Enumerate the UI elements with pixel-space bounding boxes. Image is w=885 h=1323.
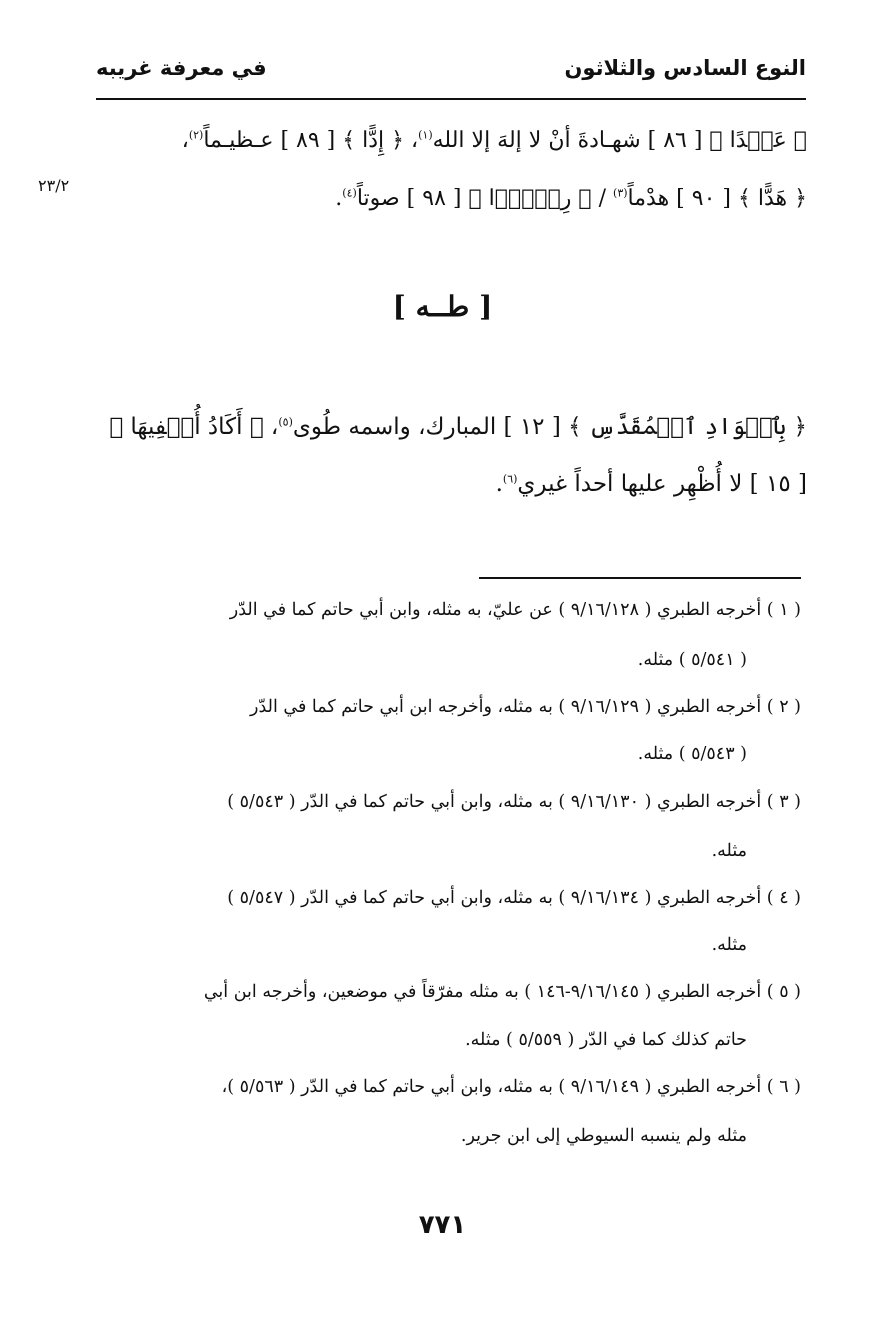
footnote-1-continued: ( ٥/٥٤١ ) مثله. [637,650,747,670]
body-line-2 [496,471,807,497]
footnote-5: ( ٥ ) أخرجه الطبري ( ٩/١٦/١٤٥-١٤٦ ) به مثله مفرّقاً في موضعين، وأخرجه ابن أبي [203,982,801,1002]
verse-text: ، [181,128,189,153]
footnote-marker: (٣) [613,186,628,200]
verse-line-1 [182,128,807,153]
section-subtitle: في معرفة غريبه [96,56,267,80]
page-number: ٧٧١ [418,1210,467,1240]
verse-text: ﴿ هَدًّا ﴾ [ ٩٠ ] هدْماً [627,186,807,211]
running-header [96,54,806,100]
footnote-2-continued: ( ٥/٥٤٣ ) مثله. [637,744,747,764]
verse-line-2 [335,186,807,211]
footnote-6-continued: مثله ولم ينسبه السيوطي إلى ابن جرير. [460,1126,747,1146]
body-text: ، ﴿ أَكَادُ أُخۡفِيهَا ﴾ [109,414,279,440]
footnote-marker: (٦) [502,472,518,486]
footnote-marker: (٢) [188,128,204,142]
verse-text: ، ﴿ إِدًّا ﴾ [ ٨٩ ] عـظيـماً [203,128,419,153]
footnote-4: ( ٤ ) أخرجه الطبري ( ٩/١٦/١٣٤ ) به مثله، وابن أبي حاتم كما في الدّر ( ٥/٥٤٧ ) [227,888,801,908]
body-text: ﴿ بِٱلۡوَادِ ٱلۡمُقَدَّسِ ﴾ [ ١٢ ] المبارك، واسمه طُوى [292,414,807,440]
footnote-1: ( ١ ) أخرجه الطبري ( ٩/١٦/١٢٨ ) عن عليّ، به مثله، وابن أبي حاتم كما في الدّر [229,600,801,620]
verse-text: / ﴿ رِكۡزَۢا ﴾ [ ٩٨ ] صوتاً [356,186,614,211]
section-heading: [ طــه ] [392,290,493,323]
footnote-marker: (١) [418,128,433,142]
footnote-divider [479,577,801,579]
footnote-3-continued: مثله. [711,841,747,861]
footnote-marker: (٥) [278,415,293,429]
footnote-3: ( ٣ ) أخرجه الطبري ( ٩/١٦/١٣٠ ) به مثله، وابن أبي حاتم كما في الدّر ( ٥/٥٤٣ ) [227,792,801,812]
margin-reference: ٢٣/٢ [38,176,70,195]
verse-text: ﴿ عَهۡدًا ﴾ [ ٨٦ ] شهـادةَ أنْ لا إلهَ إلا الله [432,128,807,153]
footnote-5-continued: حاتم كذلك كما في الدّر ( ٥/٥٥٩ ) مثله. [465,1030,747,1050]
footnote-4-continued: مثله. [711,935,747,955]
verse-text: . [335,186,343,211]
chapter-title: النوع السادس والثلاثون [564,56,806,80]
footnote-marker: (٤) [342,186,357,200]
body-line-1 [109,414,807,440]
footnote-6: ( ٦ ) أخرجه الطبري ( ٩/١٦/١٤٩ ) به مثله، وابن أبي حاتم كما في الدّر ( ٥/٥٦٣ )، [221,1077,801,1097]
body-text: [ ١٥ ] لا أُظْهِر عليها أحداً غيري [517,471,807,497]
footnote-2: ( ٢ ) أخرجه الطبري ( ٩/١٦/١٢٩ ) به مثله، وأخرجه ابن أبي حاتم كما في الدّر [250,697,801,717]
body-text: . [495,471,503,497]
